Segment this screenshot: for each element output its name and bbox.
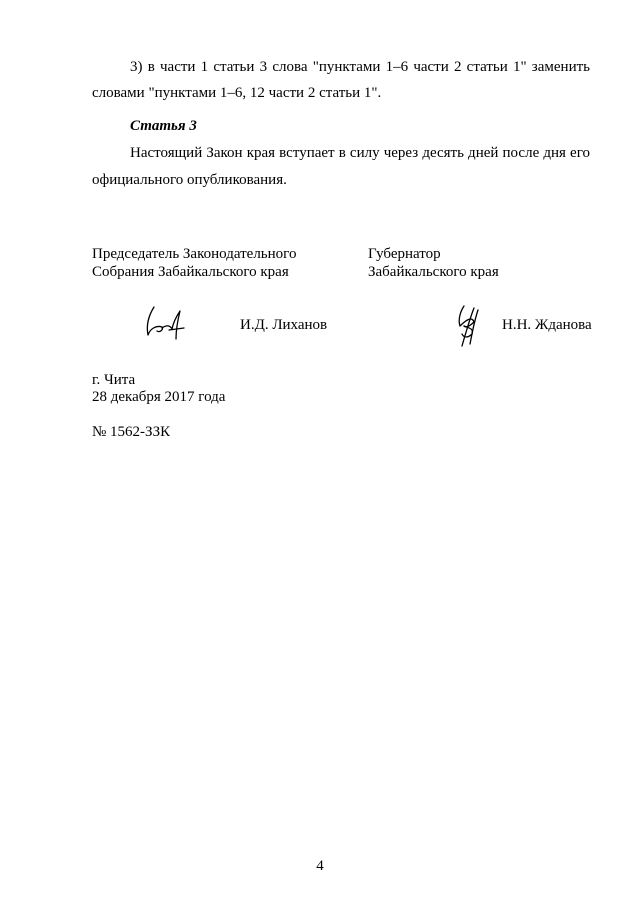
article-3-heading: Статья 3: [130, 118, 197, 134]
article-3-line-1: Настоящий Закон края вступает в силу через десять дней после дня его: [130, 145, 590, 161]
right-signatory-name: Н.Н. Жданова: [502, 317, 592, 333]
right-signatory-title-2: Забайкальского края: [368, 264, 499, 280]
left-handwritten-signature: [140, 303, 190, 343]
law-date: 28 декабря 2017 года: [92, 389, 226, 405]
amendment-line-1: 3) в части 1 статьи 3 слова "пунктами 1–6 части 2 статьи 1" заменить: [130, 59, 590, 75]
city: г. Чита: [92, 372, 136, 388]
right-signatory-title-1: Губернатор: [368, 246, 441, 262]
left-signatory-title-1: Председатель Законодательного: [92, 246, 297, 262]
article-3-line-2: официального опубликования.: [92, 172, 287, 188]
amendment-line-2: словами "пунктами 1–6, 12 части 2 статьи 1".: [92, 85, 382, 101]
page-number: 4: [316, 858, 324, 874]
left-signatory-name: И.Д. Лиханов: [240, 317, 328, 333]
law-number: № 1562-ЗЗК: [92, 424, 171, 440]
left-signatory-title-2: Собрания Забайкальского края: [92, 264, 289, 280]
right-handwritten-signature: [452, 302, 488, 348]
